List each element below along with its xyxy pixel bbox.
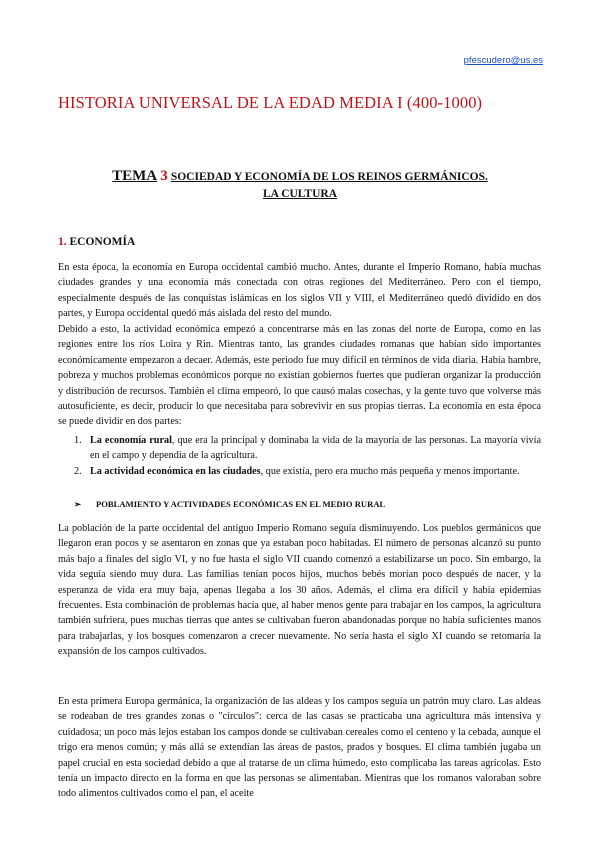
tema-number: 3 — [160, 168, 168, 184]
list-item-number: 2. — [74, 465, 82, 477]
list-item — [58, 433, 541, 464]
tema-title-line1: SOCIEDAD Y ECONOMÍA DE LOS REINOS GERMÁNICOS. — [170, 171, 488, 183]
list-item-text: , que existía, pero era mucho más pequeña y menos importante. — [260, 465, 520, 477]
list-item-bold: La actividad económica en las ciudades — [90, 465, 261, 477]
section-title: ECONOMÍA — [69, 236, 136, 248]
paragraph-2: Debido a esto, la actividad económica empezó a concentrarse más en las zonas del norte de Europa, como en las regiones entre los ríos Loira y Rin. Mientras tanto, las grandes ciudades romanas que habían sido importantes económicamente empezaron a decaer. Además, este periodo fue muy difícil en términos de vida diaria. Había hambre, pobreza y muchos problemas económicos porque no existían gobiernos fuertes que pudieran organizar la producción y distribución de recursos. También el clima empeoró, lo que causó malas cosechas, y la gente tuvo que volverse más autosuficiente, es decir, producir lo que necesitaba para sobrevivir en sus propias tierras. La economía en esta época se puede dividir en dos partes: — [58, 324, 541, 428]
course-title: HISTORIA UNIVERSAL DE LA EDAD MEDIA I (400-1000) — [58, 93, 483, 112]
arrow-bullet-icon: ➢ — [74, 499, 82, 509]
paragraph-1: En esta época, la economía en Europa occidental cambió mucho. Antes, durante el Imperio Romano, había muchas ciudades grandes y una economía más conectada con otras regiones del Mediterráneo. Pero con el tiempo, especialmente después de las conquistas islámicas en los siglos VII y VIII, el Mediterráneo quedó dividido en dos partes, y Europa occidental quedó más aislada del resto del mundo. — [58, 262, 541, 320]
tema-title-line2: LA CULTURA — [262, 188, 338, 200]
list-item-number: 1. — [74, 435, 82, 446]
author-email-link[interactable]: pfescudero@us.es — [463, 55, 543, 66]
tema-heading — [0, 168, 600, 200]
subheading-text: POBLAMIENTO Y ACTIVIDADES ECONÓMICAS EN EL MEDIO RURAL — [96, 499, 386, 509]
paragraph-3: La población de la parte occidental del antiguo Imperio Romano seguía disminuyendo. Los pueblos germánicos que llegaron eran pocos y se asentaron en zonas que ya estaban poco habitadas. El número de personas alcanzó su punto más bajo a finales del siglo VI, y no fue hasta el siglo VII cuando comenzó a estabilizarse un poco. Sin embargo, la vida seguía siendo muy dura. Las familias tenían pocos hijos, muchos bebés morían poco después de nacer, y la esperanza de vida era muy baja, apenas llegaba a los 30 años. Además, el clima era difícil y había epidemias frecuentes. Esta combinación de problemas hacía que, al haber menos gente para trabajar en los campos, la agricultura también sufriera, pues muchas tierras que antes se cultivaban fueron abandonadas porque no había suficientes manos para trabajarlas, y los bosques comenzaron a crecer nuevamente. No sería hasta el siglo XI cuando se retomaría la expansión de los campos cultivados. — [58, 523, 541, 658]
list-item-text: , que era la principal y dominaba la vida de la mayoría de las personas. La mayoría vivía en el campo y dependía de la agricultura. — [90, 435, 541, 462]
section-heading-economia — [58, 236, 135, 248]
economy-list — [58, 433, 541, 479]
subheading-poblamiento — [74, 499, 385, 510]
list-item — [58, 464, 541, 479]
section-number: 1. — [58, 236, 67, 248]
tema-label: TEMA — [112, 168, 158, 184]
paragraph-4: En esta primera Europa germánica, la organización de las aldeas y los campos seguía un patrón muy claro. Las aldeas se rodeaban de tres grandes zonas o "círculos": cerca de las casas se practicaba una agricultura más intensiva y cuidadosa; un poco más lejos estaban los campos donde se cultivaban cereales como el centeno y la cebada, aunque el trigo era menos común; y más allá se extendían las áreas de pastos, prados y bosques. El clima también jugaba un papel crucial en esta sociedad debido a que al tratarse de un clima húmedo, esto complicaba las tareas agrícolas. Esto tenía un impacto directo en la forma en que las personas se alimentaban. Mientras que los romanos valoraban sobre todo alimentos cultivados como el pan, el aceite — [58, 696, 541, 800]
list-item-bold: La economía rural — [90, 435, 172, 446]
